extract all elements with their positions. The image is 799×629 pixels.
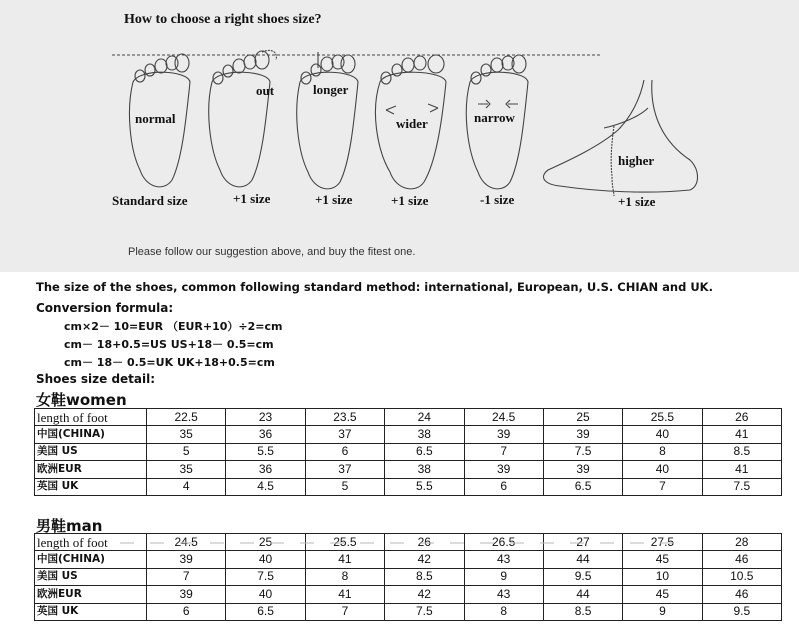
size-cell: 24.5 — [464, 409, 543, 426]
size-cell: 7.5 — [226, 568, 305, 585]
narrow-label: narrow — [474, 110, 515, 125]
foot-illustrations — [0, 0, 799, 272]
size-cell: 24 — [385, 409, 464, 426]
size-cell: 45 — [623, 551, 702, 568]
size-cell: 22.5 — [147, 409, 226, 426]
size-cell: 23 — [226, 409, 305, 426]
row-label: 中国(CHINA) — [35, 426, 147, 443]
table-row — [35, 568, 782, 585]
size-cell: 27 — [543, 534, 622, 551]
wider-label: wider — [396, 116, 428, 131]
row-label: 中国(CHINA) — [35, 551, 147, 568]
size-cell: 6.5 — [226, 603, 305, 620]
size-cell: 8.5 — [385, 568, 464, 585]
size-cell: 26.5 — [464, 534, 543, 551]
size-cell: 43 — [464, 551, 543, 568]
size-cell: 25.5 — [623, 409, 702, 426]
women-section-title: 女鞋women — [36, 391, 127, 409]
size-cell: 38 — [385, 426, 464, 443]
size-cell: 46 — [702, 586, 781, 603]
narrow-size: -1 size — [480, 192, 515, 207]
women-table-body — [35, 409, 782, 496]
size-cell: 39 — [464, 461, 543, 478]
size-cell: 5.5 — [226, 443, 305, 460]
size-cell: 46 — [702, 551, 781, 568]
row-label: 英国 UK — [35, 603, 147, 620]
size-guide-panel — [0, 0, 799, 272]
size-cell: 24.5 — [147, 534, 226, 551]
size-cell: 6.5 — [385, 443, 464, 460]
size-cell: 4 — [147, 478, 226, 495]
size-cell: 25.5 — [305, 534, 384, 551]
size-cell: 9.5 — [702, 603, 781, 620]
size-cell: 41 — [702, 426, 781, 443]
size-cell: 36 — [226, 426, 305, 443]
size-cell: 7 — [147, 568, 226, 585]
out-label: out — [256, 83, 275, 98]
size-cell: 10 — [623, 568, 702, 585]
higher-foot-icon — [544, 80, 698, 196]
size-cell: 38 — [385, 461, 464, 478]
table-row — [35, 586, 782, 603]
size-cell: 10.5 — [702, 568, 781, 585]
size-cell: 4.5 — [226, 478, 305, 495]
size-detail-heading: Shoes size detail: — [36, 372, 156, 386]
size-cell: 23.5 — [305, 409, 384, 426]
size-cell: 25 — [543, 409, 622, 426]
size-cell: 8.5 — [702, 443, 781, 460]
row-label: 英国 UK — [35, 478, 147, 495]
size-cell: 5.5 — [385, 478, 464, 495]
size-cell: 7.5 — [543, 443, 622, 460]
table-row — [35, 551, 782, 568]
table-row — [35, 534, 782, 551]
row-label: 欧洲EUR — [35, 461, 147, 478]
row-label: length of foot — [35, 409, 147, 426]
size-cell: 9.5 — [543, 568, 622, 585]
size-cell: 40 — [226, 586, 305, 603]
size-cell: 41 — [305, 551, 384, 568]
size-cell: 41 — [305, 586, 384, 603]
size-cell: 44 — [543, 551, 622, 568]
row-label: 美国 US — [35, 443, 147, 460]
size-cell: 41 — [702, 461, 781, 478]
size-cell: 8.5 — [543, 603, 622, 620]
size-cell: 25 — [226, 534, 305, 551]
size-cell: 40 — [623, 461, 702, 478]
size-cell: 6 — [464, 478, 543, 495]
longer-size: +1 size — [315, 192, 353, 207]
higher-size: +1 size — [618, 194, 656, 209]
size-cell: 45 — [623, 586, 702, 603]
guide-title: How to choose a right shoes size? — [124, 12, 322, 27]
size-cell: 7.5 — [385, 603, 464, 620]
size-cell: 39 — [147, 551, 226, 568]
table-row — [35, 409, 782, 426]
normal-label: normal — [135, 111, 176, 126]
formula-heading: Conversion formula: — [36, 301, 174, 315]
table-row — [35, 443, 782, 460]
size-cell: 40 — [623, 426, 702, 443]
size-cell: 6 — [147, 603, 226, 620]
size-cell: 39 — [543, 426, 622, 443]
size-cell: 7 — [305, 603, 384, 620]
longer-label: longer — [313, 82, 349, 97]
standard-method-text: The size of the shoes, common following standard method: international, European, U.S. CHIAN and UK. — [36, 280, 713, 294]
size-cell: 35 — [147, 426, 226, 443]
size-cell: 6.5 — [543, 478, 622, 495]
row-label: 美国 US — [35, 568, 147, 585]
guide-note: Please follow our suggestion above, and buy the fitest one. — [128, 246, 416, 258]
size-cell: 7 — [623, 478, 702, 495]
size-cell: 42 — [385, 551, 464, 568]
size-cell: 9 — [464, 568, 543, 585]
wider-size: +1 size — [391, 193, 429, 208]
table-row — [35, 426, 782, 443]
longer-foot-icon — [297, 52, 358, 189]
higher-label: higher — [618, 153, 655, 168]
row-label: 欧洲EUR — [35, 586, 147, 603]
size-cell: 37 — [305, 461, 384, 478]
men-section-title: 男鞋man — [36, 517, 103, 535]
size-cell: 5 — [305, 478, 384, 495]
men-size-table — [34, 533, 782, 621]
size-cell: 7 — [464, 443, 543, 460]
size-cell: 8 — [623, 443, 702, 460]
formula-uk: cm－ 18－ 0.5=UK UK+18+0.5=cm — [64, 356, 275, 369]
size-cell: 8 — [305, 568, 384, 585]
size-cell: 26 — [702, 409, 781, 426]
men-table-body — [35, 534, 782, 621]
table-row — [35, 603, 782, 620]
size-cell: 42 — [385, 586, 464, 603]
size-cell: 36 — [226, 461, 305, 478]
size-cell: 7.5 — [702, 478, 781, 495]
size-cell: 37 — [305, 426, 384, 443]
out-size: +1 size — [233, 191, 271, 206]
women-size-table — [34, 408, 782, 496]
size-cell: 5 — [147, 443, 226, 460]
row-label: length of foot — [35, 534, 147, 551]
size-cell: 39 — [464, 426, 543, 443]
out-foot-icon — [209, 50, 277, 186]
size-cell: 35 — [147, 461, 226, 478]
size-cell: 26 — [385, 534, 464, 551]
size-cell: 40 — [226, 551, 305, 568]
formula-us: cm－ 18+0.5=US US+18－ 0.5=cm — [64, 338, 274, 351]
table-row — [35, 461, 782, 478]
size-cell: 8 — [464, 603, 543, 620]
size-cell: 44 — [543, 586, 622, 603]
size-cell: 28 — [702, 534, 781, 551]
size-cell: 43 — [464, 586, 543, 603]
size-cell: 39 — [543, 461, 622, 478]
size-cell: 27.5 — [623, 534, 702, 551]
normal-size: Standard size — [112, 193, 188, 208]
size-cell: 9 — [623, 603, 702, 620]
size-cell: 6 — [305, 443, 384, 460]
formula-eur: cm×2－ 10=EUR （EUR+10）÷2=cm — [64, 320, 283, 333]
table-row — [35, 478, 782, 495]
size-cell: 39 — [147, 586, 226, 603]
